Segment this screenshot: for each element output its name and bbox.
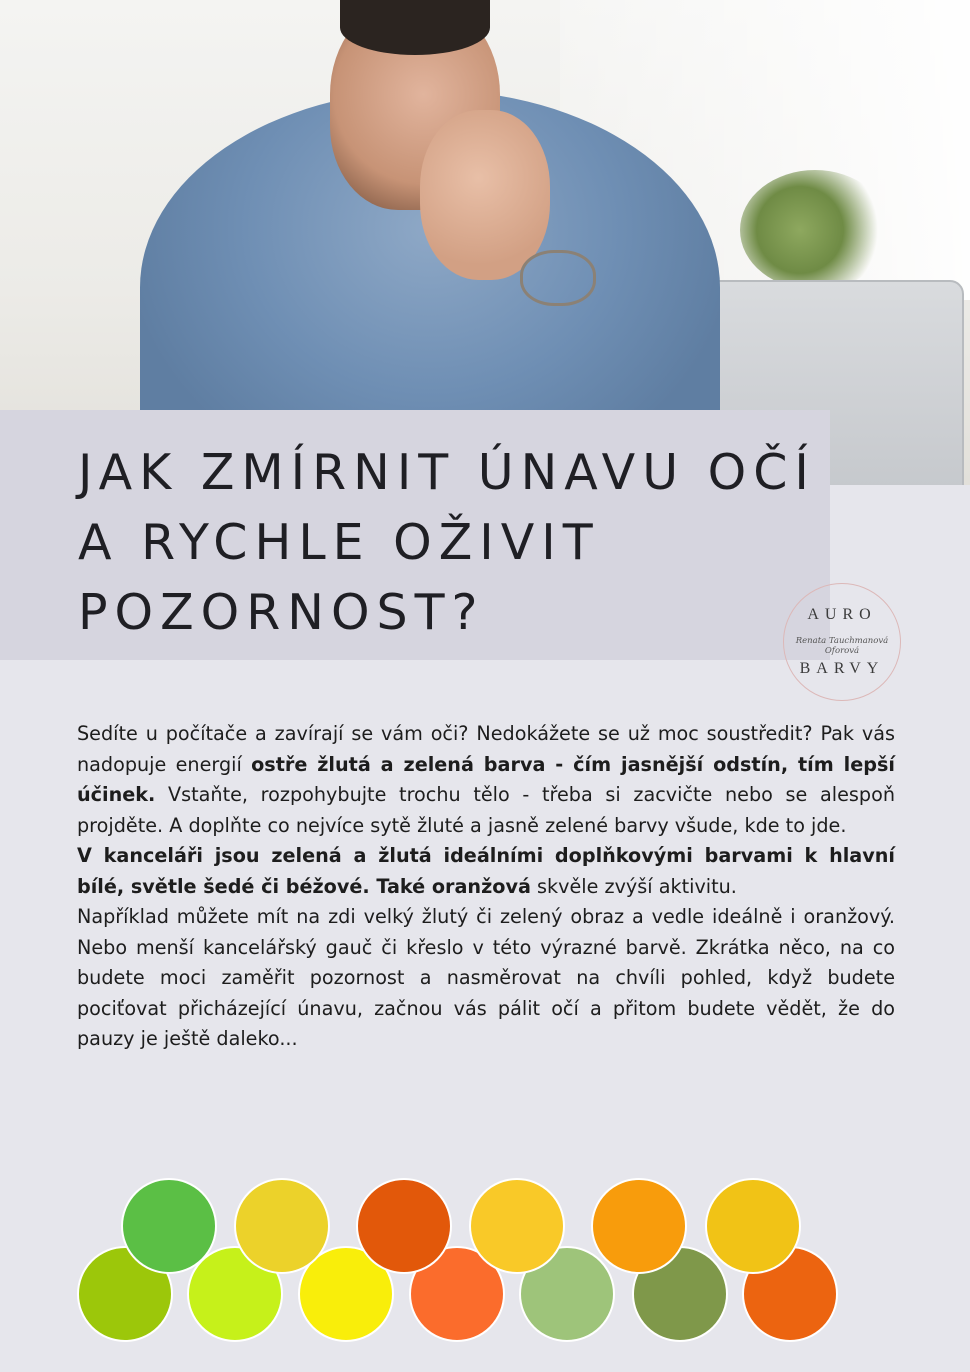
swatch-top-6 <box>705 1178 801 1274</box>
paragraph-2-text: skvěle zvýší aktivitu. <box>530 874 737 898</box>
color-swatches <box>0 1150 970 1372</box>
swatch-top-3 <box>356 1178 452 1274</box>
person-hand <box>420 110 550 280</box>
paragraph-1-text-a: Sedíte u počítače a zavírají se vám oči? Nedokážete se už moc soustředit? Pak vás nadopuje energií <box>77 722 895 776</box>
swatch-top-4 <box>469 1178 565 1274</box>
plant <box>740 170 890 290</box>
paragraph-1-text-b: Vstaňte, rozpohybujte trochu tělo - třeba si zacvičte nebo se alespoň projděte. A doplňte co nejvíce sytě žluté a jasně zelené barvy všude, kde to jde. <box>77 783 895 837</box>
swatch-top-2 <box>234 1178 330 1274</box>
paragraph-3: Například můžete mít na zdi velký žlutý či zelený obraz a vedle ideálně i oranžový. Nebo menší kancelářský gauč či křeslo v této výrazné barvě. Zkrátka něco, na co budete moci zaměřit pozornost a nasměrovat na chvíli pohled, když budete pociťovat přicházející únavu, začnou vás pálit očí a přitom budete vědět, že do pauzy je ještě daleko... <box>77 905 895 1050</box>
paragraph-2 <box>77 841 895 902</box>
glasses <box>520 250 596 306</box>
auro-barvy-logo <box>783 583 901 701</box>
swatch-top-1 <box>121 1178 217 1274</box>
paragraph-1-bold: ostře žlutá a zelená barva - čím jasnější odstín, tím lepší účinek. <box>77 752 895 806</box>
logo-top-text: AURO <box>807 606 877 623</box>
person-hair <box>340 0 490 55</box>
logo-bottom-text: BARVY <box>799 660 885 677</box>
article-body <box>77 719 895 1055</box>
swatch-top-5 <box>591 1178 687 1274</box>
paragraph-2-bold: V kanceláři jsou zelená a žlutá ideálními doplňkovými barvami k hlavní bílé, světle šedé či béžové. Také oranžová <box>77 844 895 898</box>
paragraph-1 <box>77 719 895 841</box>
page-title: JAK ZMÍRNIT ÚNAVU OČÍ A RYCHLE OŽIVIT POZORNOST? <box>78 444 816 641</box>
logo-signature: Renata Tauchmanová Oforová <box>795 636 889 656</box>
